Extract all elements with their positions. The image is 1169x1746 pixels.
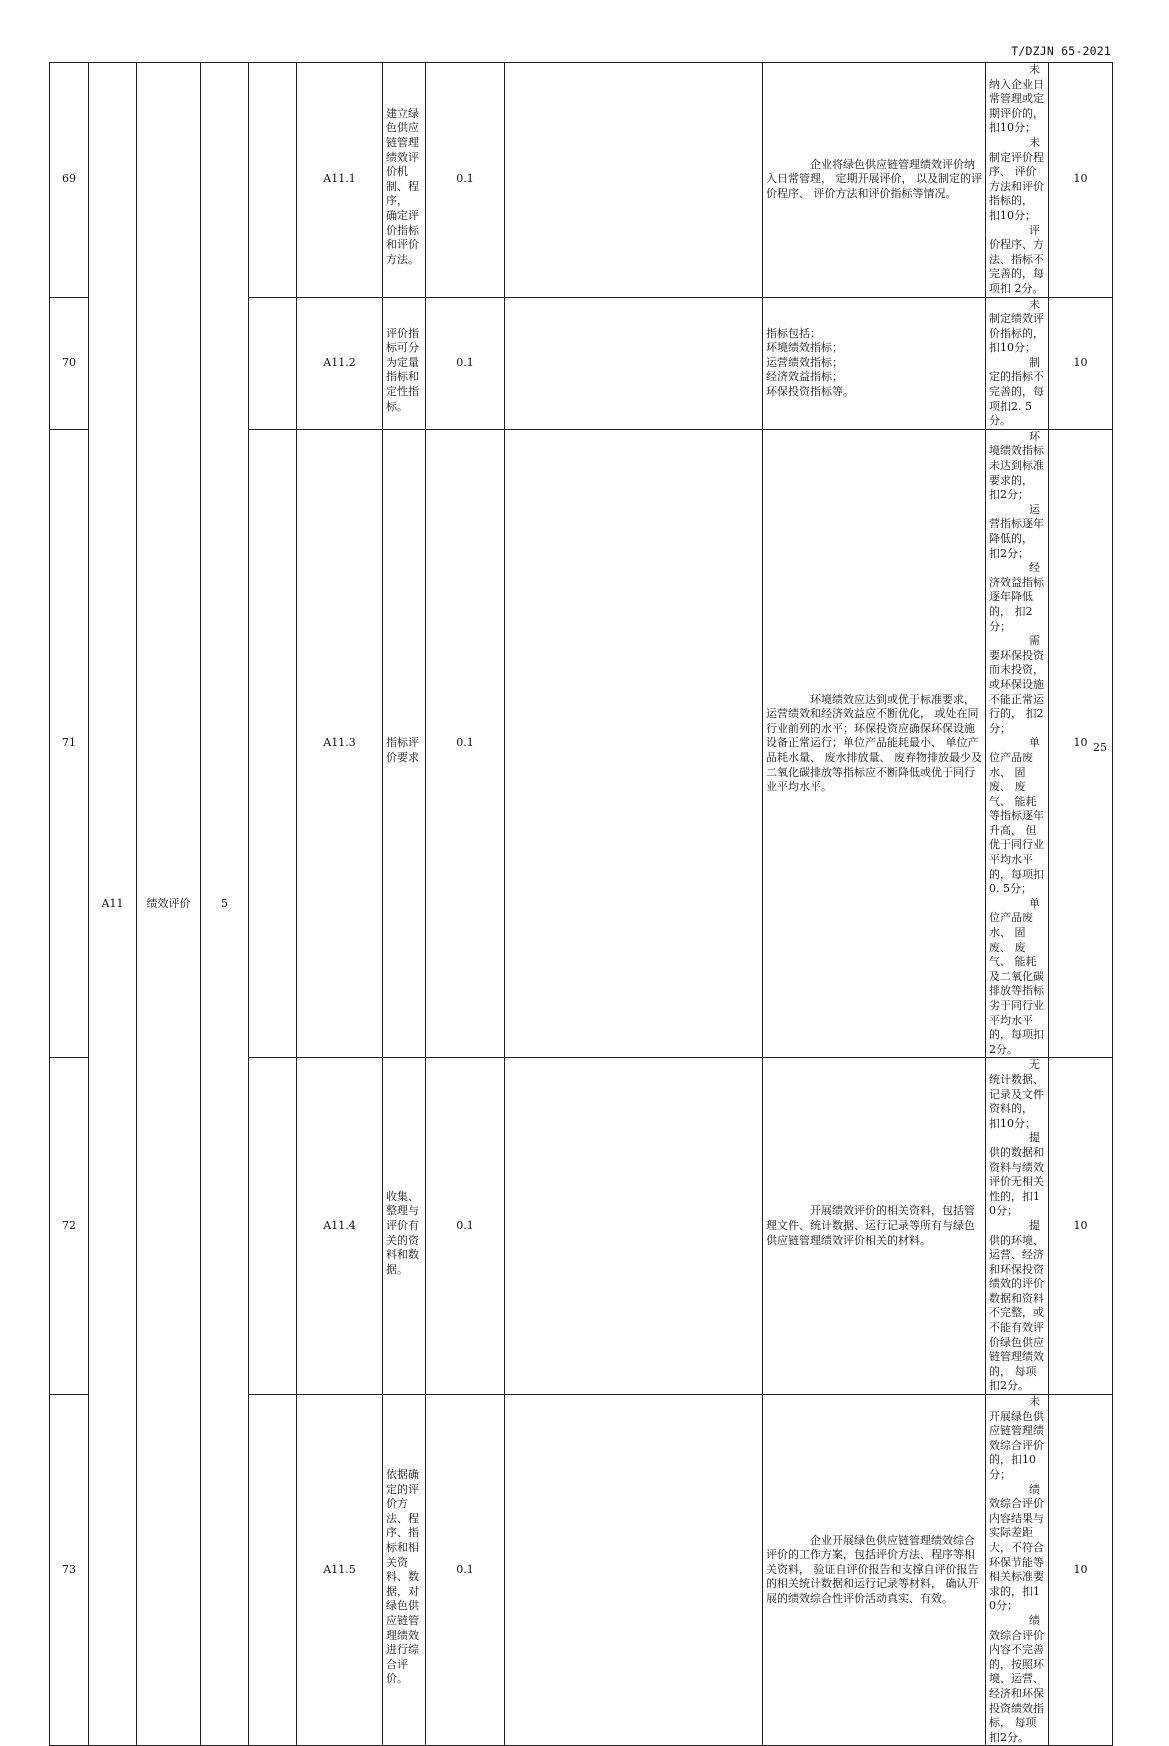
weight-cell: 0.1 xyxy=(426,1058,505,1395)
deduction-rule: 评价程序、方法、指标不完善的，每项扣 2分。 xyxy=(989,223,1044,295)
evaluation-content-cell xyxy=(763,1395,986,1746)
item-code-cell: A11.2 xyxy=(297,297,383,429)
blank-cell xyxy=(249,1395,297,1746)
blank-cell xyxy=(505,297,763,429)
deduction-rule: 运营指标逐年降低的， 扣2分； xyxy=(989,502,1044,560)
item-description-cell xyxy=(383,1058,426,1395)
item-description-text: 收集、整理与评价有关的资料和数据。 xyxy=(386,1189,419,1276)
deduction-rule: 未开展绿色供应链管理绩效综合评价的，扣10分； xyxy=(989,1395,1044,1481)
item-description-text: 建立绿色供应链管理绩效评价机制、程序， 确定评价指标和评价方法。 xyxy=(386,106,419,266)
full-score-cell: 10 xyxy=(1049,1058,1113,1395)
deduction-rule: 需要环保投资而未投资，或环保设施不能正常运行的， 扣2分； xyxy=(989,634,1044,735)
weight-cell: 0.1 xyxy=(426,1395,505,1746)
deduction-rule: 绩效综合评价内容不完善的，按照环境、运营、经济和环保投资绩效指标， 每项扣2分。 xyxy=(989,1613,1044,1744)
evaluation-table xyxy=(49,62,1113,1746)
group-name-cell: 绩效评价 xyxy=(137,63,201,1746)
deduction-rule: 提供的数据和资料与绩效评价无相关性的，扣10分； xyxy=(989,1131,1044,1218)
group-score-cell: 5 xyxy=(201,63,249,1746)
evaluation-content-cell xyxy=(763,63,986,298)
full-score-cell: 10 xyxy=(1049,63,1113,298)
weight-cell: 0.1 xyxy=(426,429,505,1058)
row-number-cell: 71 xyxy=(50,429,89,1058)
deduction-rule: 单位产品废水、 固废、 废气、 能耗等指标逐年升高， 但优于同行业平均水平的，每项扣0. 5分； xyxy=(989,736,1044,896)
blank-cell xyxy=(249,429,297,1058)
deduction-rule: 提供的环境、运营、经济和环保投资绩效的评价数据和资料不完整，或不能有效评价绿色供应链管理绩效的， 每项扣2分。 xyxy=(989,1218,1044,1393)
item-description-text: 评价指标可分为定量指标和定性指标。 xyxy=(386,326,419,413)
item-code-cell: A11.1 xyxy=(297,63,383,298)
content-line: 运营绩效指标； xyxy=(766,355,843,369)
item-description-text: 依据确定的评价方法、程序、指标和相关资料、数据，对绿色供应链管理绩效进行综合评价。 xyxy=(386,1468,419,1686)
deduction-rule: 无统计数据、记录及文件资料的， 扣10分； xyxy=(989,1058,1044,1130)
blank-cell xyxy=(505,1058,763,1395)
item-description-cell xyxy=(383,63,426,298)
content-line: 环境绩效指标； xyxy=(766,341,843,355)
deduction-rules-cell xyxy=(986,1058,1049,1395)
item-description-cell xyxy=(383,429,426,1058)
item-description-cell xyxy=(383,1395,426,1746)
item-description-cell xyxy=(383,297,426,429)
blank-cell xyxy=(249,63,297,298)
page-number: 25 xyxy=(1093,741,1107,754)
deduction-rules-cell xyxy=(986,297,1049,429)
group-code-cell: A11 xyxy=(89,63,137,1746)
blank-cell xyxy=(249,297,297,429)
deduction-rule: 单位产品废水、 固废、 废气、 能耗及二氧化碳排放等指标劣于同行业平均水平的，每项扣2分。 xyxy=(989,896,1044,1056)
row-number-cell: 69 xyxy=(50,63,89,298)
full-score-cell: 10 xyxy=(1049,297,1113,429)
row-number-cell: 73 xyxy=(50,1395,89,1746)
full-score-cell: 10 xyxy=(1049,429,1113,1058)
deduction-rules-cell xyxy=(986,63,1049,298)
deduction-rule: 经济效益指标逐年降低的， 扣2分； xyxy=(989,561,1044,633)
deduction-rule: 环境绩效指标未达到标准要求的， 扣2分； xyxy=(989,429,1044,502)
full-score-cell: 10 xyxy=(1049,1395,1113,1746)
item-code-cell: A11.5 xyxy=(297,1395,383,1746)
deduction-rules-cell xyxy=(986,429,1049,1058)
blank-cell xyxy=(505,63,763,298)
row-number-cell: 70 xyxy=(50,297,89,429)
table-row xyxy=(50,63,1113,298)
evaluation-content-cell xyxy=(763,297,986,429)
item-code-cell: A11.3 xyxy=(297,429,383,1058)
blank-cell xyxy=(249,1058,297,1395)
evaluation-content-cell xyxy=(763,429,986,1058)
content-line: 环境绩效应达到或优于标准要求，运营绩效和经济效益应不断优化， 或处在同行业前列的水平；环保投资应确保环保设施设备正常运行；单位产品能耗最小、 单位产品耗水量、 废水排放量、 废弃物排放最少及二氧化碳排放等指标应不断降低或优于同行业平均水平。 xyxy=(766,692,982,794)
document-code: T/DZJN 65-2021 xyxy=(1011,44,1111,58)
blank-cell xyxy=(505,1395,763,1746)
row-number-cell: 72 xyxy=(50,1058,89,1395)
content-line: 企业将绿色供应链管理绩效评价纳入日常管理， 定期开展评价， 以及制定的评价程序、 评价方法和评价指标等情况。 xyxy=(766,157,982,201)
deduction-rule: 未纳入企业日常管理或定期评价的，扣10分； xyxy=(989,63,1044,135)
weight-cell: 0.1 xyxy=(426,297,505,429)
item-code-cell: A11.4 xyxy=(297,1058,383,1395)
item-description-text: 指标评价要求 xyxy=(386,736,419,764)
deduction-rule: 绩效综合评价内容结果与实际差距大，不符合环保节能等相关标准要求的，扣10分； xyxy=(989,1482,1044,1613)
deduction-rule: 制定的指标不完善的，每项扣2. 5分。 xyxy=(989,355,1044,428)
content-line: 环保投资指标等。 xyxy=(766,385,854,399)
content-line: 开展绩效评价的相关资料，包括管理文件、统计数据、运行记录等所有与绿色供应链管理绩效评价相关的材料。 xyxy=(766,1204,975,1247)
content-line: 企业开展绿色供应链管理绩效综合评价的工作方案，包括评价方法、程序等相关资料， 验证自评价报告和支撑自评价报告的相关统计数据和运行记录等材料， 确认开展的绩效综合性评价活动真实、有效。 xyxy=(766,1533,979,1606)
weight-cell: 0.1 xyxy=(426,63,505,298)
deduction-rule: 未制定绩效评价指标的， 扣10分； xyxy=(989,297,1044,355)
deduction-rule: 未制定评价程序、 评价方法和评价指标的， 扣10分； xyxy=(989,135,1044,222)
evaluation-content-cell xyxy=(763,1058,986,1395)
content-line: 经济效益指标； xyxy=(766,370,843,384)
deduction-rules-cell xyxy=(986,1395,1049,1746)
content-line: 指标包括： xyxy=(766,326,821,340)
blank-cell xyxy=(505,429,763,1058)
